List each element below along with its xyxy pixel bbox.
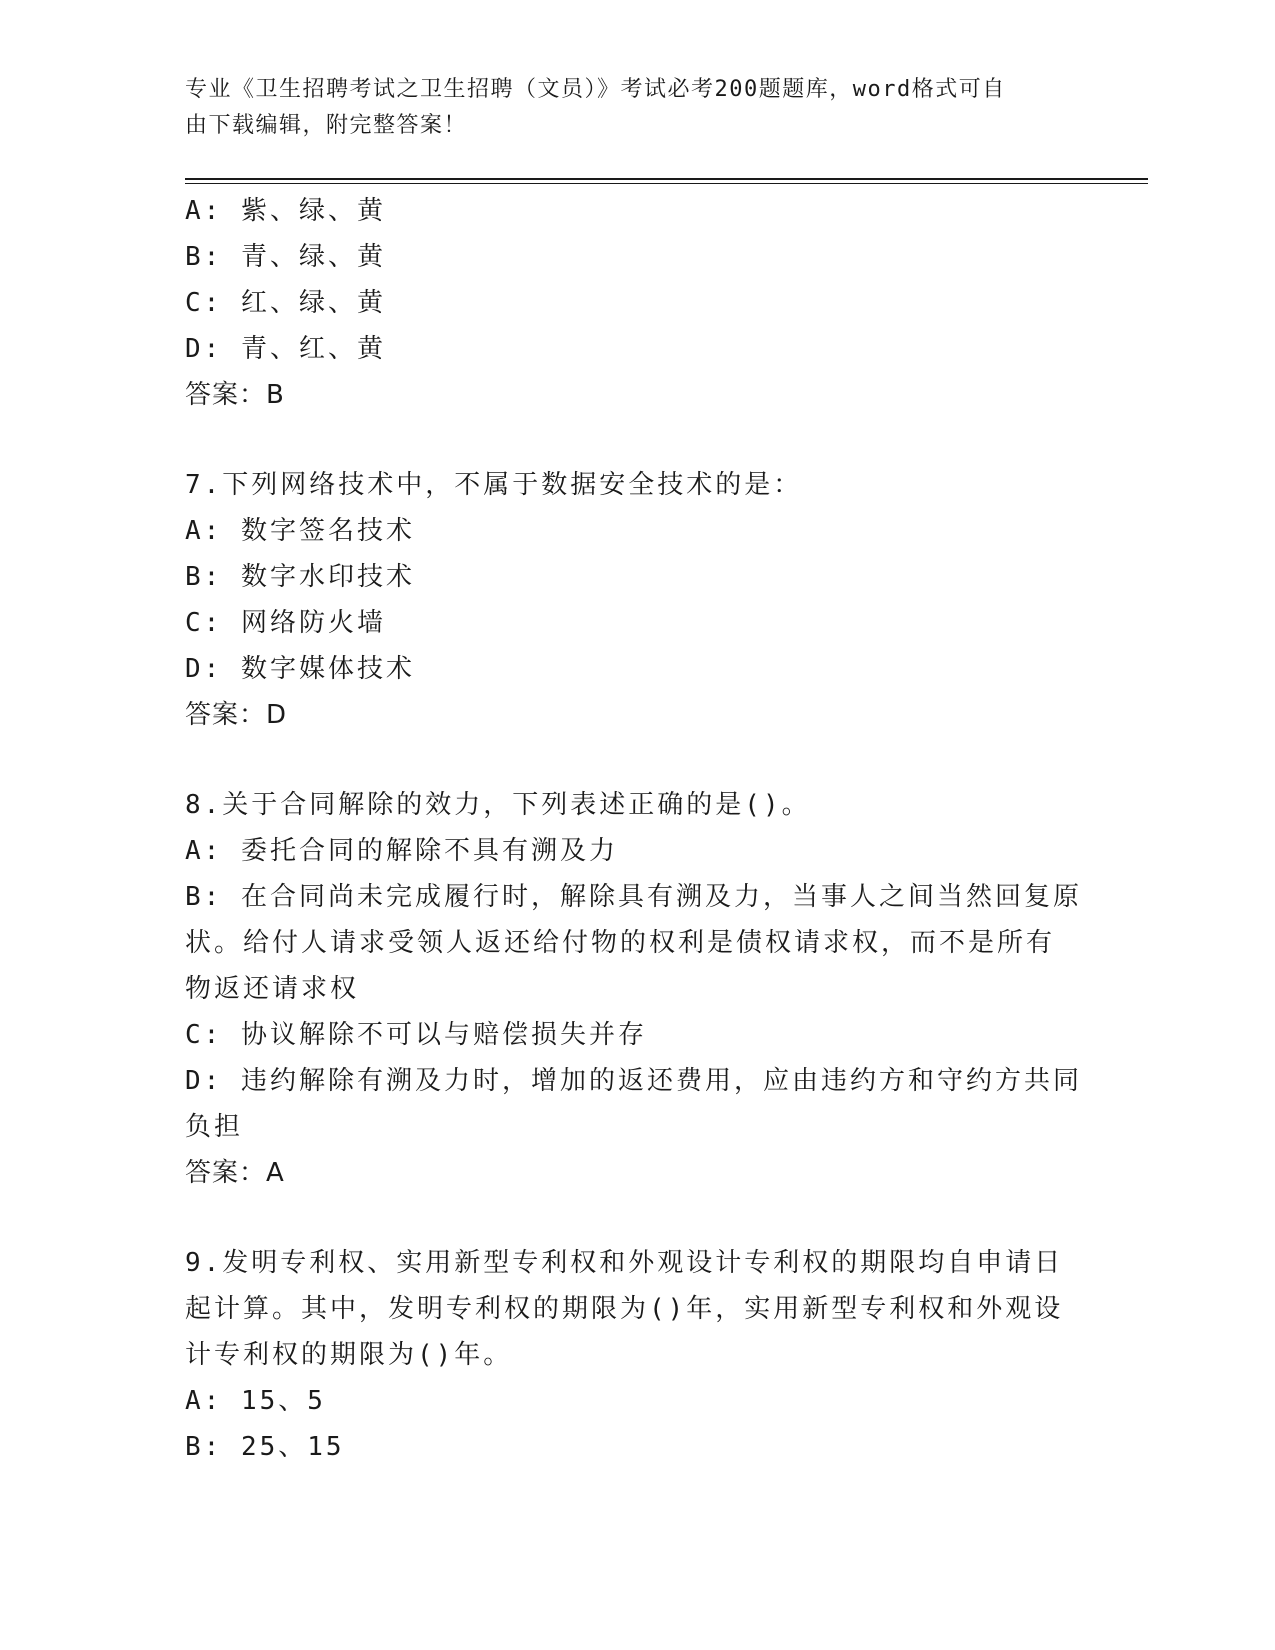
option-b-line-3: 物返还请求权 [185,974,360,1004]
question-list [185,188,1085,1470]
option-b: B: 25、15 [185,1432,345,1462]
answer: 答案：B [185,380,285,410]
option-d-line-2: 负担 [185,1112,244,1142]
option-a: A: 数字签名技术 [185,516,415,546]
question-9 [185,1240,1085,1470]
question-8 [185,782,1085,1196]
spacer [185,418,1085,462]
question-text: 8.关于合同解除的效力，下列表述正确的是()。 [185,790,811,820]
option-a: A: 15、5 [185,1386,326,1416]
answer: 答案：D [185,700,288,730]
option-a: A: 紫、绿、黄 [185,196,386,226]
question-7 [185,462,1085,738]
option-b: B: 数字水印技术 [185,562,415,592]
question-text: 7.下列网络技术中，不属于数据安全技术的是： [185,470,803,500]
header-rule-thin [185,183,1148,184]
question-text-line-1: 9.发明专利权、实用新型专利权和外观设计专利权的期限均自申请日 [185,1248,1064,1278]
option-d: D: 青、红、黄 [185,334,386,364]
spacer [185,738,1085,782]
question-text-line-3: 计专利权的期限为()年。 [185,1340,513,1370]
option-b-line-2: 状。给付人请求受领人返还给付物的权利是债权请求权，而不是所有 [185,928,1056,958]
option-d-line-1: D: 违约解除有溯及力时，增加的返还费用，应由违约方和守约方共同 [185,1066,1082,1096]
question-text-line-2: 起计算。其中，发明专利权的期限为()年，实用新型专利权和外观设 [185,1294,1064,1324]
option-c: C: 红、绿、黄 [185,288,386,318]
option-d: D: 数字媒体技术 [185,654,415,684]
header-rule-thick [185,178,1148,180]
header-line-2: 由下载编辑，附完整答案！ [185,113,468,138]
option-a: A: 委托合同的解除不具有溯及力 [185,836,618,866]
spacer [185,1196,1085,1240]
option-c: C: 网络防火墙 [185,608,386,638]
answer: 答案：A [185,1158,285,1188]
option-b-line-1: B: 在合同尚未完成履行时，解除具有溯及力，当事人之间当然回复原 [185,882,1082,912]
option-b: B: 青、绿、黄 [185,242,386,272]
option-c: C: 协议解除不可以与赔偿损失并存 [185,1020,647,1050]
document-header [185,72,1065,144]
question-6 [185,188,1085,418]
header-line-1: 专业《卫生招聘考试之卫生招聘（文员）》考试必考200题题库，word格式可自 [185,77,1006,102]
